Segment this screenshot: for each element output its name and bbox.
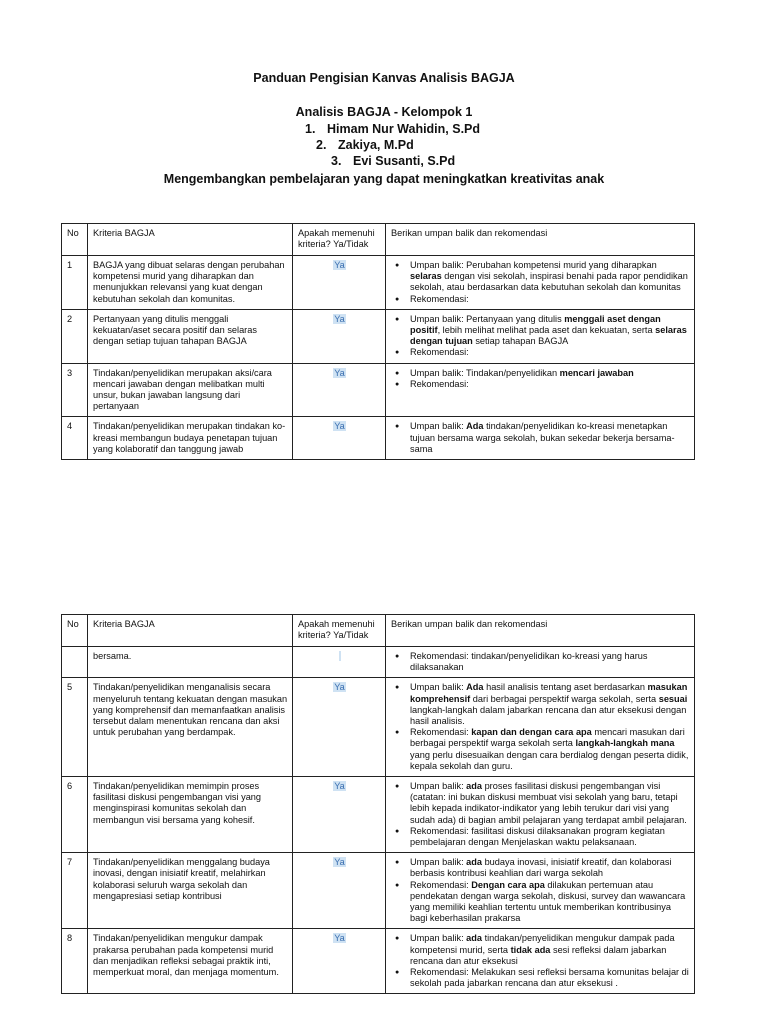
feedback-text: Umpan balik:	[410, 682, 467, 693]
feedback-bullet	[410, 880, 690, 925]
member-number: 3.	[331, 154, 342, 168]
feedback-list	[391, 260, 690, 305]
answer-ya: Ya	[334, 933, 345, 944]
feedback-list	[391, 421, 690, 455]
feedback-text: Umpan balik: Perubahan kompetensi murid yang diharapkan	[410, 260, 657, 270]
feedback-emphasis: ada	[466, 857, 483, 868]
feedback-bullet	[410, 260, 690, 294]
bagja-table-1	[61, 223, 695, 460]
table-row	[62, 256, 695, 310]
feedback-text: tindakan/penyelidikan ko-kreasi menetapkan tujuan bersama warga sekolah, bukan sekedar bekerja bersama-sama	[410, 421, 675, 454]
row-number	[62, 647, 88, 678]
feedback-cell	[386, 678, 695, 777]
feedback-bullet	[410, 294, 690, 305]
member-item	[331, 154, 455, 168]
feedback-list	[391, 682, 690, 772]
answer-ya: Ya	[334, 682, 345, 693]
feedback-text: langkah-langkah dalam jabarkan rencana dan atur eksekusi dengan hasil analisis.	[410, 704, 687, 727]
table-row	[62, 363, 695, 417]
feedback-list	[391, 781, 690, 848]
table-row	[62, 929, 695, 994]
feedback-bullet	[410, 368, 690, 379]
member-number: 2.	[316, 138, 327, 152]
answer-ya: Ya	[334, 367, 345, 378]
meets-criteria-cell	[293, 853, 386, 929]
feedback-text: tindakan/penyelidikan mengukur dampak pada kompetensi murid, serta	[410, 933, 675, 955]
table-row	[62, 647, 695, 678]
feedback-emphasis: selaras dengan tujuan	[410, 325, 687, 347]
answer-ya: Ya	[334, 857, 345, 868]
feedback-cell	[386, 309, 695, 363]
feedback-emphasis: masukan komprehensif	[410, 682, 688, 704]
feedback-list	[391, 651, 690, 673]
feedback-text: dilakukan pertemuan atau pendekatan dengan warga sekolah, diskusi, survey dan wawancara yang memiliki keahlian tertentu untuk memberikan kontribusinya bagi keberhasilan prakarsa	[410, 879, 686, 924]
answer-ya: Ya	[334, 260, 345, 270]
row-number: 4	[62, 417, 88, 460]
table-header-row	[62, 615, 695, 647]
row-number: 2	[62, 309, 88, 363]
table-row	[62, 678, 695, 777]
feedback-list	[391, 314, 690, 359]
feedback-emphasis: ada	[466, 933, 483, 944]
feedback-bullet	[410, 314, 690, 348]
feedback-text: Umpan balik: Tindakan/penyelidikan	[410, 367, 560, 378]
feedback-text: Rekomendasi:	[410, 879, 472, 890]
feedback-bullet	[410, 421, 690, 455]
header-umpan-balik: Berikan umpan balik dan rekomendasi	[386, 615, 695, 647]
feedback-bullet	[410, 933, 690, 967]
answer-ya: Ya	[334, 781, 345, 792]
row-number: 7	[62, 853, 88, 929]
feedback-text: Umpan balik:	[410, 421, 467, 432]
feedback-text: Rekomendasi:	[410, 727, 472, 738]
header-no: No	[62, 224, 88, 256]
header-kriteria: Kriteria BAGJA	[88, 224, 293, 256]
feedback-emphasis: Ada	[466, 421, 484, 432]
feedback-text: Rekomendasi: tindakan/penyelidikan ko-kreasi yang harus dilaksanakan	[410, 651, 648, 673]
meets-criteria-cell	[293, 363, 386, 417]
feedback-text: Umpan balik:	[410, 781, 467, 792]
bagja-table-2	[61, 614, 695, 994]
table-row	[62, 309, 695, 363]
answer-ya	[339, 651, 341, 661]
feedback-text: Umpan balik:	[410, 857, 467, 868]
answer-ya: Ya	[334, 313, 345, 324]
feedback-list	[391, 857, 690, 924]
meets-criteria-cell	[293, 929, 386, 994]
criteria-cell: Tindakan/penyelidikan memimpin proses fasilitasi diskusi pengembangan visi yang menginspirasi komunitas sekolah dan membangun visi bersama yang kohesif.	[88, 777, 293, 853]
feedback-text: Rekomendasi:	[410, 347, 469, 358]
feedback-bullet	[410, 347, 690, 358]
feedback-text: sesi refleksi dalam jabarkan rencana dan atur eksekusi	[410, 944, 667, 966]
feedback-emphasis: mencari jawaban	[559, 367, 634, 378]
row-number: 6	[62, 777, 88, 853]
row-number: 3	[62, 363, 88, 417]
feedback-list	[391, 368, 690, 390]
feedback-bullet	[410, 682, 690, 727]
feedback-text: dengan visi sekolah, inspirasi benahi pada rapor pendidikan sekolah, atau berdasarkan data kebutuhan sekolah dan komunitas	[410, 271, 688, 293]
feedback-bullet	[410, 727, 690, 772]
feedback-text: Umpan balik: Pertanyaan yang ditulis	[410, 313, 565, 324]
feedback-emphasis: langkah-langkah mana	[575, 738, 675, 749]
table-header-row	[62, 224, 695, 256]
feedback-list	[391, 933, 690, 989]
feedback-emphasis: menggali aset dengan positif	[410, 313, 661, 336]
header-no: No	[62, 615, 88, 647]
criteria-cell: Tindakan/penyelidikan mengukur dampak prakarsa perubahan pada kompetensi murid dan menjadikan refleksi sebagai praktik inti, memperkuat moral, dan menjaga momentum.	[88, 929, 293, 994]
feedback-cell	[386, 853, 695, 929]
feedback-emphasis: Dengan cara apa	[471, 879, 545, 890]
header-kriteria: Kriteria BAGJA	[88, 615, 293, 647]
member-name: Zakiya, M.Pd	[338, 138, 414, 152]
member-number: 1.	[305, 122, 316, 136]
criteria-cell: Pertanyaan yang ditulis menggali kekuatan/aset secara positif dan selaras dengan setiap tujuan tahapan BAGJA	[88, 309, 293, 363]
topic-title: Mengembangkan pembelajaran yang dapat meningkatkan kreativitas anak	[163, 172, 605, 186]
header-memenuhi: Apakah memenuhi kriteria? Ya/Tidak	[293, 615, 386, 647]
meets-criteria-cell	[293, 678, 386, 777]
feedback-cell	[386, 256, 695, 310]
criteria-cell: Tindakan/penyelidikan menganalisis secara menyeluruh tentang kekuatan dengan masukan yang komprehensif dan memanfaatkan analisis tersebut dalam menentukan rencana dan aksi untuk perubahan yang berdampak.	[88, 678, 293, 777]
feedback-cell	[386, 363, 695, 417]
feedback-cell	[386, 777, 695, 853]
feedback-text: Rekomendasi: Melakukan sesi refleksi bersama komunitas belajar di sekolah pada jabarkan rencana dan atur eksekusi .	[410, 967, 689, 989]
meets-criteria-cell	[293, 647, 386, 678]
feedback-bullet	[410, 651, 690, 673]
answer-ya: Ya	[334, 421, 345, 432]
criteria-cell: Tindakan/penyelidikan menggalang budaya inovasi, dengan inisiatif kreatif, melahirkan kolaborasi seluruh warga sekolah dan mengapresiasi setiap kontribusi	[88, 853, 293, 929]
header-memenuhi: Apakah memenuhi kriteria? Ya/Tidak	[293, 224, 386, 256]
member-item	[316, 138, 414, 152]
member-name: Evi Susanti, S.Pd	[353, 154, 456, 168]
feedback-bullet	[410, 826, 690, 848]
feedback-text: yang perlu disesuaikan dengan cara berdialog dengan peserta didik, kepala sekolah dan guru.	[410, 749, 689, 771]
meets-criteria-cell	[293, 777, 386, 853]
meets-criteria-cell	[293, 256, 386, 310]
feedback-cell	[386, 647, 695, 678]
feedback-emphasis: tidak ada	[510, 944, 551, 955]
criteria-cell: Tindakan/penyelidikan merupakan tindakan ko-kreasi membangun budaya penetapan tujuan yang kolaboratif dan tanggung jawab	[88, 417, 293, 460]
document-title: Panduan Pengisian Kanvas Analisis BAGJA	[253, 71, 515, 85]
feedback-text: Rekomendasi:	[410, 293, 469, 304]
feedback-emphasis: Ada	[466, 682, 484, 693]
feedback-cell	[386, 417, 695, 460]
meets-criteria-cell	[293, 417, 386, 460]
row-number: 1	[62, 256, 88, 310]
table-row	[62, 417, 695, 460]
criteria-cell: Tindakan/penyelidikan merupakan aksi/cara mencari jawaban dengan melibatkan multi unsur, bukan jawaban langsung dari pertanyaan	[88, 363, 293, 417]
feedback-bullet	[410, 857, 690, 879]
meets-criteria-cell	[293, 309, 386, 363]
feedback-emphasis: kapan dan dengan cara apa	[471, 727, 592, 738]
feedback-emphasis: sesuai	[658, 693, 688, 704]
feedback-text: , lebih melihat melihat pada aset dan kekuatan, serta	[437, 325, 656, 336]
feedback-text: Rekomendasi:	[410, 378, 469, 389]
feedback-text: hasil analisis tentang aset berdasarkan	[483, 682, 648, 693]
feedback-text: dari berbagai perspektif warga sekolah, serta	[470, 693, 659, 704]
feedback-text: Umpan balik:	[410, 933, 467, 944]
feedback-bullet	[410, 379, 690, 390]
row-number: 5	[62, 678, 88, 777]
feedback-text: budaya inovasi, inisiatif kreatif, dan kolaborasi berbasis kontribusi keahlian dari warga sekolah	[410, 857, 672, 879]
feedback-text: setiap tahapan BAGJA	[472, 336, 569, 347]
member-name: Himam Nur Wahidin, S.Pd	[327, 122, 481, 136]
feedback-text: proses fasilitasi diskusi pengembangan visi (catatan: ini bukan diskusi membuat visi sekolah yang baru, tetapi lebih kepada indikator-indikator yang lebih terukur dari visi yang sudah ada) di bagian ambil pelajaran yang terdapat ambil pelajaran.	[410, 781, 687, 825]
feedback-cell	[386, 929, 695, 994]
table-row	[62, 853, 695, 929]
feedback-text: Rekomendasi: fasilitasi diskusi dilaksanakan program kegiatan pembelajaran dengan Menjelaskan waktu pelaksanaan.	[410, 825, 665, 848]
feedback-emphasis: selaras	[410, 271, 442, 282]
table-row	[62, 777, 695, 853]
header-umpan-balik: Berikan umpan balik dan rekomendasi	[386, 224, 695, 256]
group-title: Analisis BAGJA - Kelompok 1	[295, 105, 473, 119]
member-item	[305, 122, 480, 136]
row-number: 8	[62, 929, 88, 994]
criteria-cell: BAGJA yang dibuat selaras dengan perubahan kompetensi murid yang diharapkan dan menunjukkan relevansi yang kuat dengan kebutuhan sekolah dan komunitas.	[88, 256, 293, 310]
feedback-bullet	[410, 967, 690, 989]
feedback-text: mencari masukan dari berbagai perspektif warga sekolah serta	[410, 727, 685, 749]
feedback-bullet	[410, 781, 690, 826]
feedback-emphasis: ada	[466, 781, 483, 792]
criteria-cell: bersama.	[88, 647, 293, 678]
